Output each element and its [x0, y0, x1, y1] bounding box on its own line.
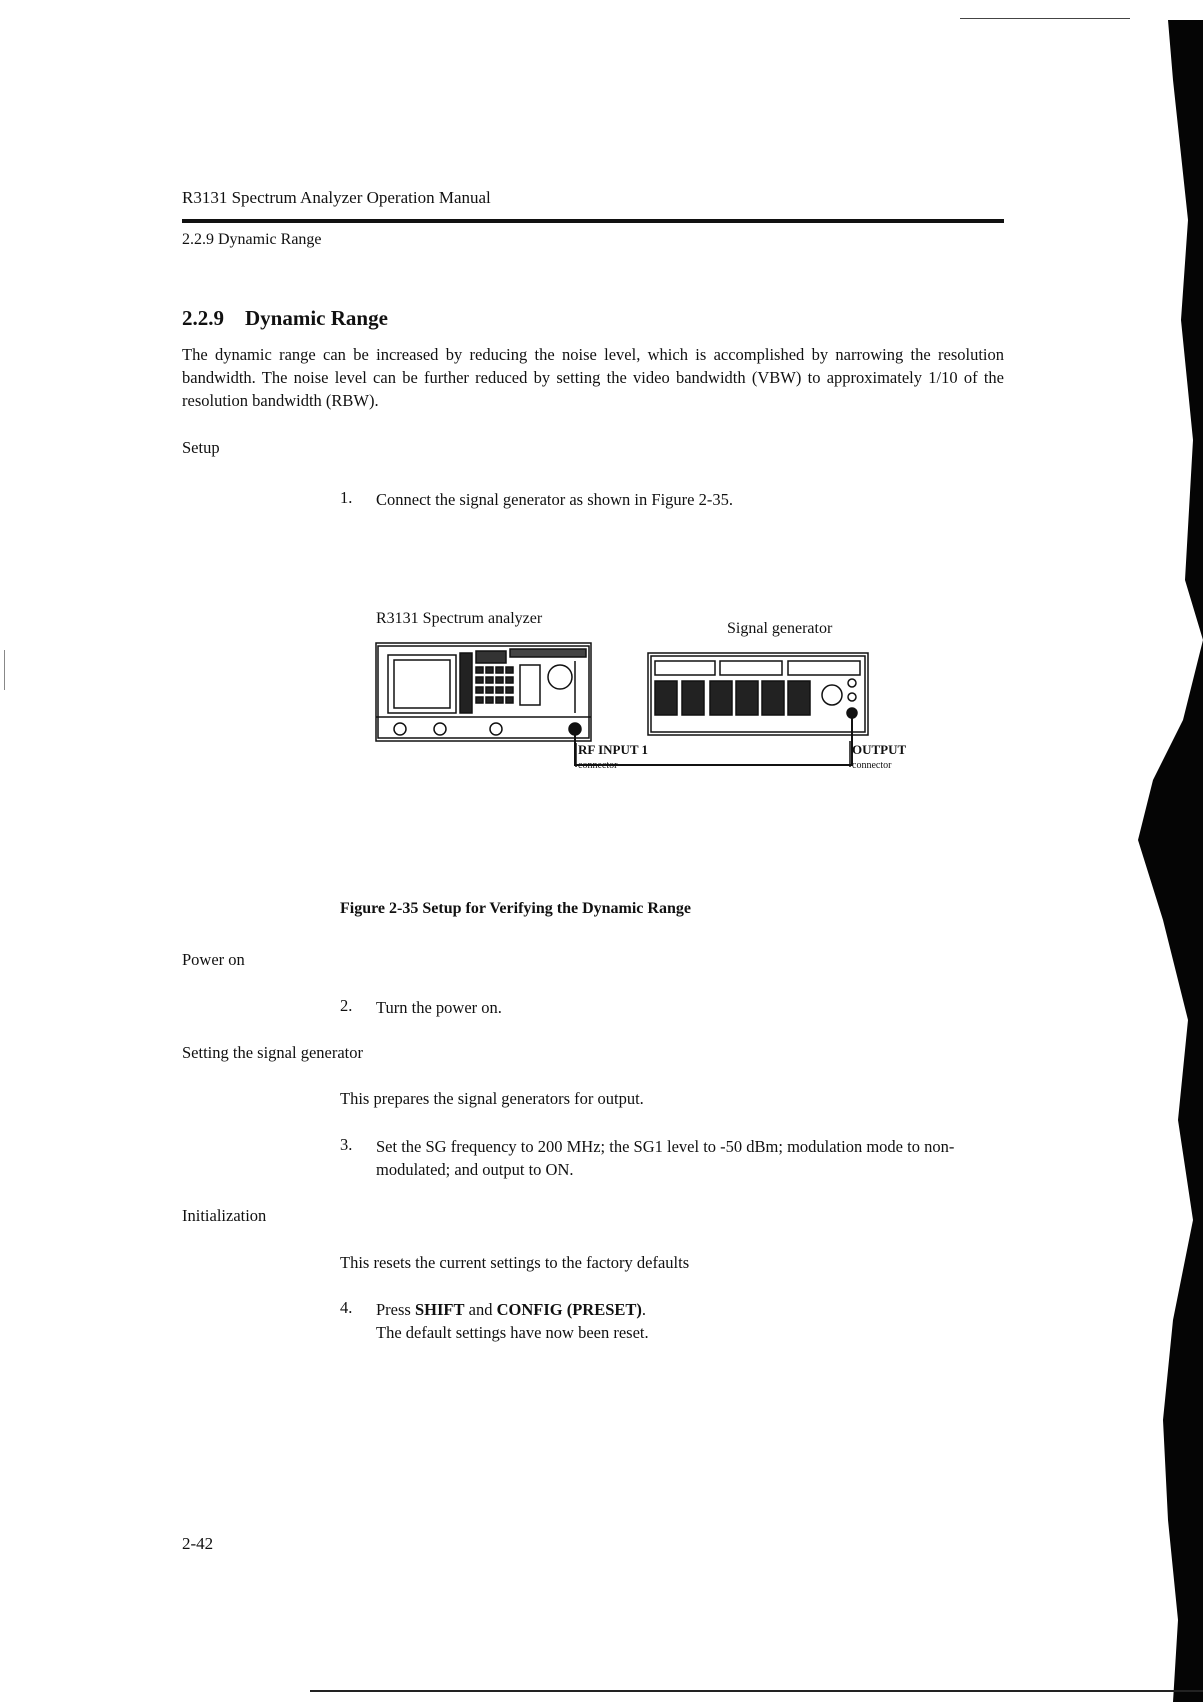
subsection-header: 2.2.9 Dynamic Range	[182, 231, 322, 248]
step-1-text: Connect the signal generator as shown in Figure 2-35.	[376, 490, 733, 509]
step-1-number: 1.	[340, 488, 353, 507]
step-4-end: .	[641, 1300, 647, 1319]
step-3-text: Set the SG frequency to 200 MHz; the SG1 level to -50 dBm; modulation mode to non-modulated; and output to ON.	[376, 1137, 955, 1179]
step-2-text: Turn the power on.	[376, 998, 502, 1017]
setup-figure	[370, 605, 990, 775]
analyzer-label: R3131 Spectrum analyzer	[376, 610, 543, 627]
section-number: 2.2.9	[182, 306, 224, 330]
scan-edge-line	[960, 18, 1130, 19]
initialization-label: Initialization	[182, 1206, 267, 1225]
output-connector-label: connector	[852, 760, 892, 771]
step-4-result: The default settings have now been reset.	[376, 1323, 649, 1342]
scan-edge-mark	[4, 650, 5, 690]
step-4-text	[376, 1298, 1006, 1344]
scan-bottom-line	[310, 1690, 1203, 1692]
intro-paragraph: The dynamic range can be increased by reducing the noise level, which is accomplished by narrowing the resolution bandwidth. The noise level can be further reduced by setting the video bandwidth (VBW) to approximately 1/10 of the resolution bandwidth (RBW).	[182, 345, 1004, 410]
sg-note: This prepares the signal generators for output.	[340, 1089, 644, 1108]
page-number: 2-42	[182, 1534, 214, 1553]
signal-generator-device	[648, 653, 868, 735]
shift-key: SHIFT	[414, 1300, 465, 1319]
step-4-number: 4.	[340, 1298, 353, 1317]
step-4-prefix: Press	[376, 1300, 415, 1319]
torn-page-edge	[1093, 20, 1203, 1702]
header-rule	[182, 219, 1004, 223]
init-note: This resets the current settings to the factory defaults	[340, 1253, 690, 1272]
step-3-number: 3.	[340, 1135, 353, 1154]
output-label: OUTPUT	[852, 742, 907, 757]
signal-generator-label: Setting the signal generator	[182, 1043, 363, 1062]
rf-input-label: RF INPUT 1	[578, 742, 649, 757]
running-header: R3131 Spectrum Analyzer Operation Manual	[182, 188, 491, 207]
config-preset-key: CONFIG (PRESET)	[496, 1300, 642, 1319]
power-on-label: Power on	[182, 950, 245, 969]
rf-connector-label: connector	[578, 760, 618, 771]
generator-label: Signal generator	[727, 620, 833, 637]
step-4-and: and	[464, 1300, 497, 1319]
setup-label: Setup	[182, 438, 220, 457]
step-2-number: 2.	[340, 996, 353, 1015]
spectrum-analyzer-device	[376, 643, 591, 741]
figure-caption: Figure 2-35 Setup for Verifying the Dynamic Range	[340, 900, 691, 917]
section-title: Dynamic Range	[245, 306, 388, 330]
